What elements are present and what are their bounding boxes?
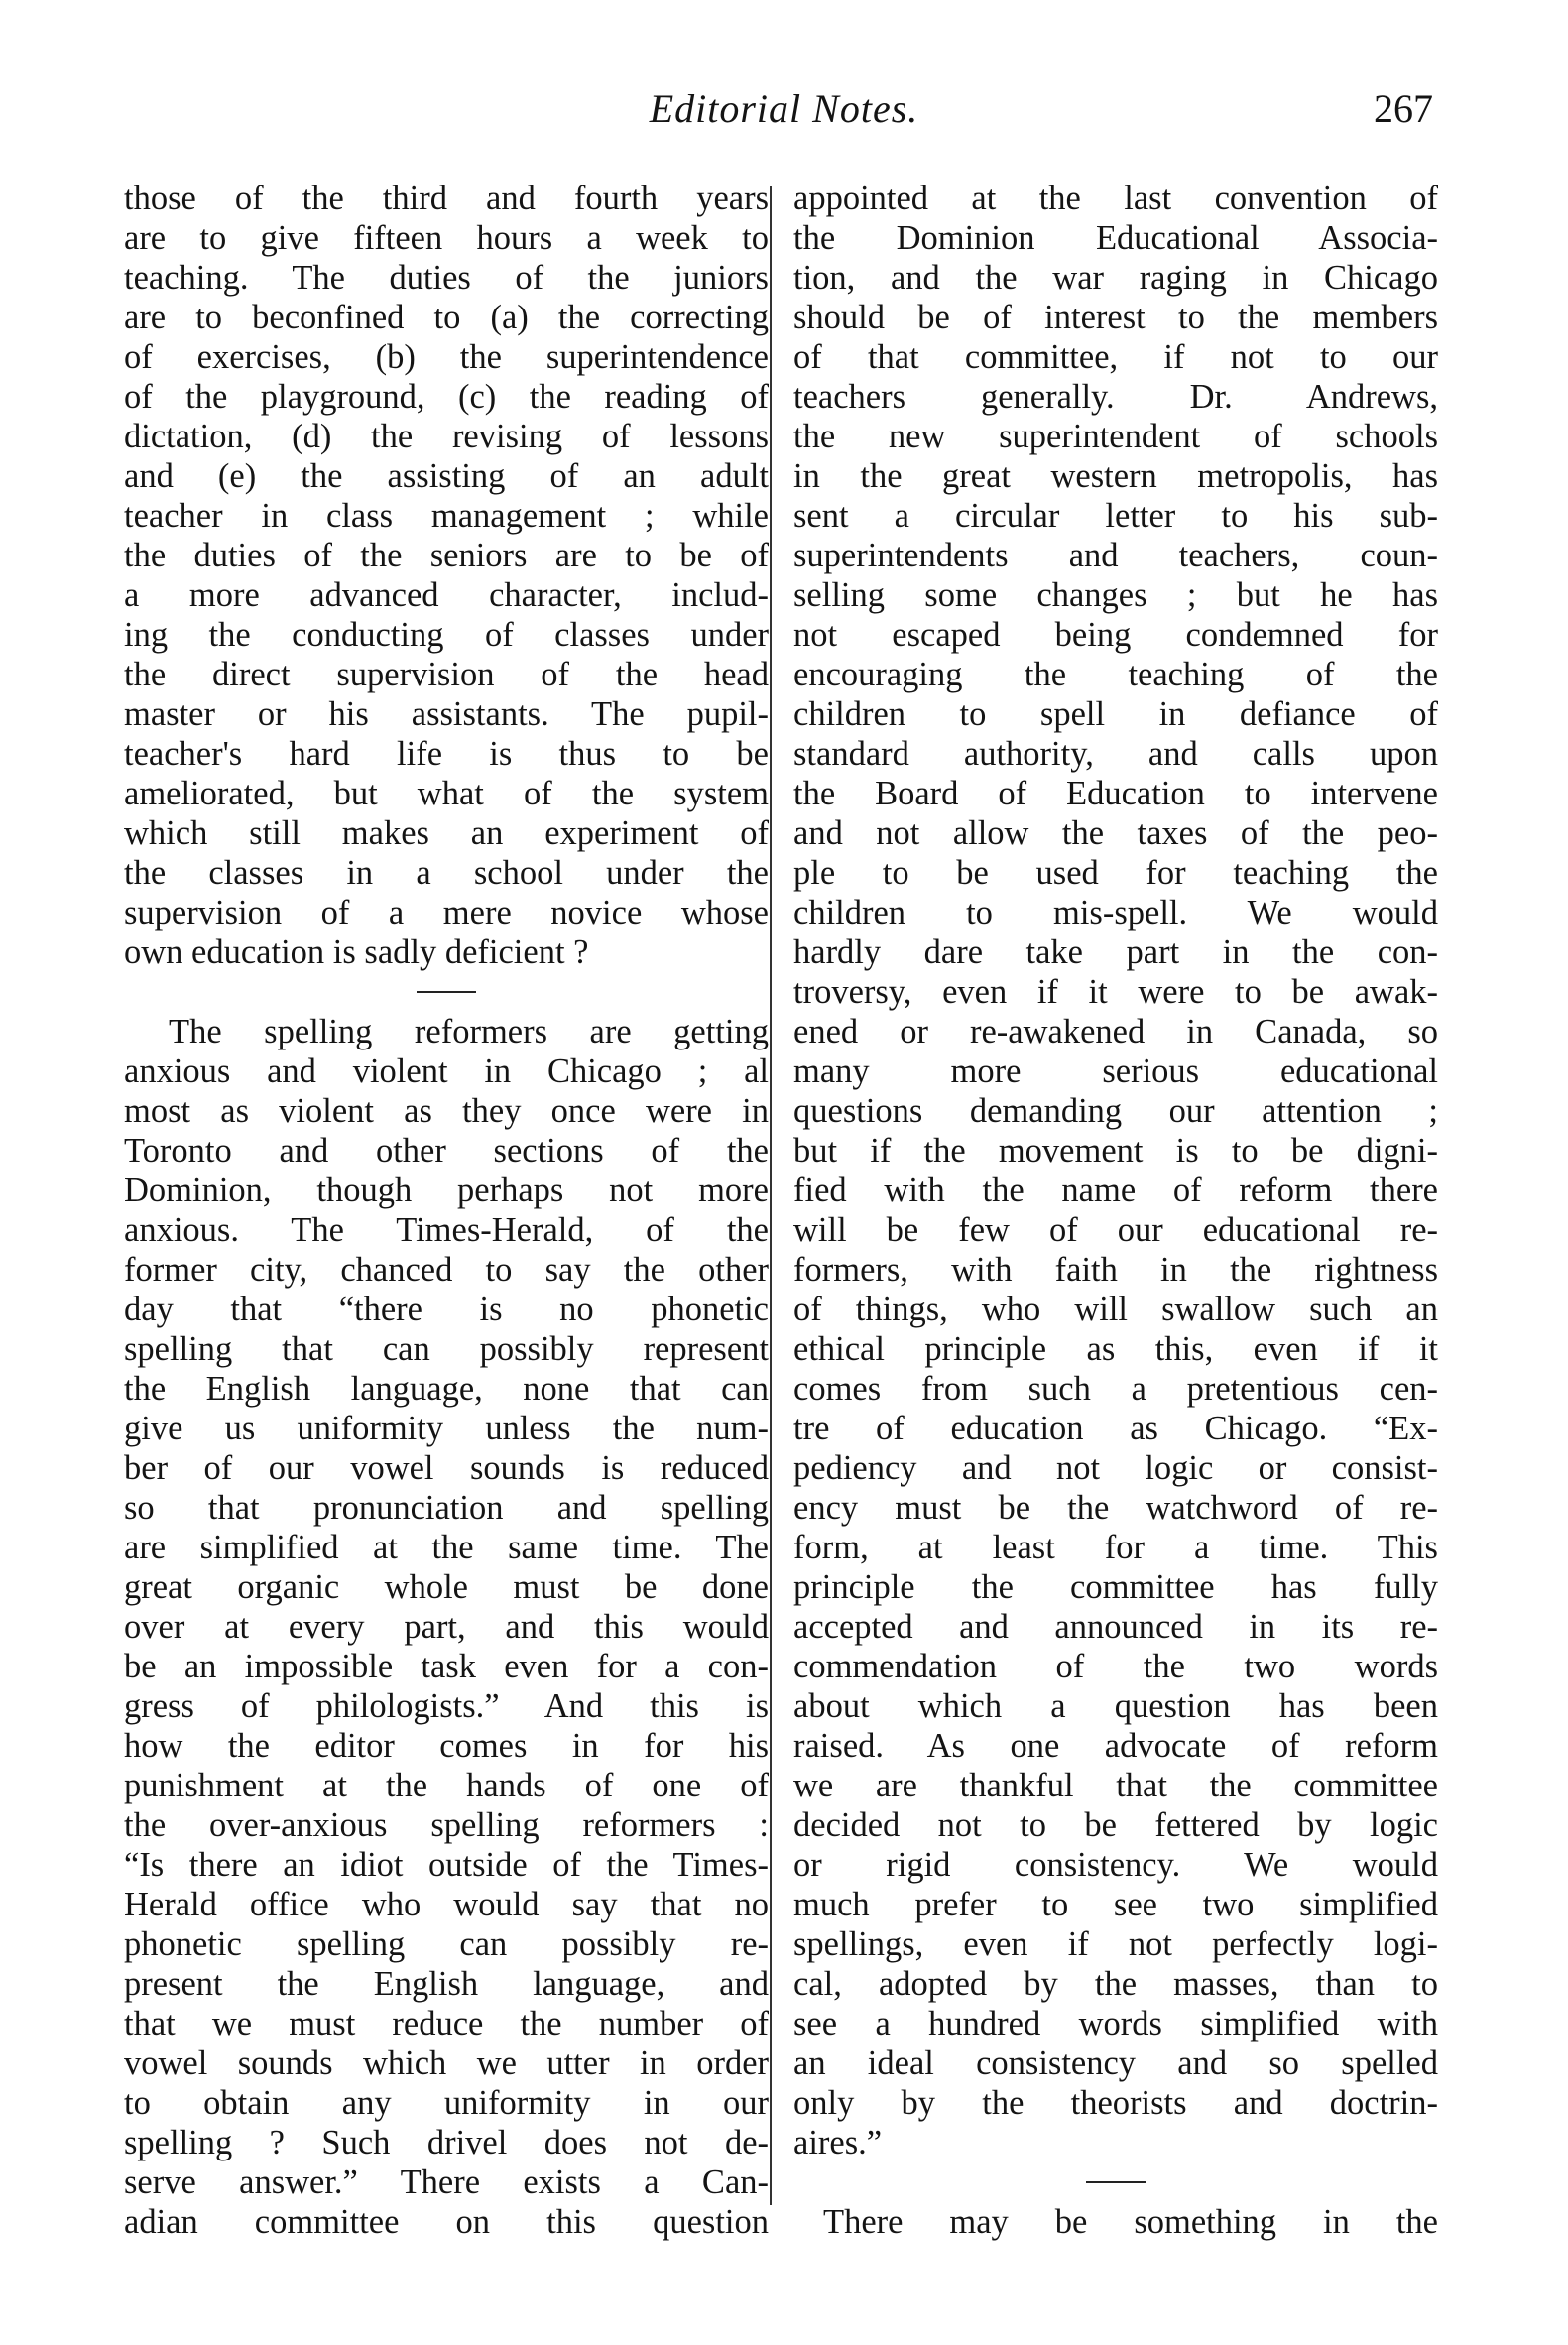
text-line: day that “there is no phonetic: [124, 1291, 769, 1328]
text-line: vowel sounds which we utter in order: [124, 2044, 769, 2082]
text-line: spellings, even if not perfectly logi-: [793, 1925, 1438, 1963]
text-line: standard authority, and calls upon: [793, 735, 1438, 773]
text-line: own education is sadly deficient ?: [124, 933, 589, 971]
text-line: many more serious educational: [793, 1052, 1438, 1090]
text-line: There may be something in the: [823, 2203, 1438, 2241]
text-line: principle the committee has fully: [793, 1568, 1438, 1606]
text-line: teacher's hard life is thus to be: [124, 735, 769, 773]
section-divider: [124, 972, 769, 1012]
running-head-title: Editorial Notes.: [649, 86, 919, 131]
text-line: commendation of the two words: [793, 1648, 1438, 1685]
text-line: will be few of our educational re-: [793, 1211, 1438, 1249]
text-line: how the editor comes in for his: [124, 1727, 769, 1765]
text-line: punishment at the hands of one of: [124, 1767, 769, 1804]
text-line: encouraging the teaching of the: [793, 656, 1438, 693]
section-divider: [793, 2162, 1438, 2202]
left-column: [124, 179, 769, 2242]
text-line: children to spell in defiance of: [793, 695, 1438, 733]
text-line: the over-anxious spelling reformers :: [124, 1806, 769, 1844]
text-line: ber of our vowel sounds is reduced: [124, 1449, 769, 1487]
text-line: of exercises, (b) the superintendence: [124, 338, 769, 376]
text-line: sent a circular letter to his sub-: [793, 497, 1438, 535]
right-column: [793, 179, 1438, 2242]
text-line: master or his assistants. The pupil-: [124, 695, 769, 733]
text-line: the English language, none that can: [124, 1370, 769, 1408]
left-paragraph-2: [124, 1012, 769, 2242]
text-line: comes from such a pretentious cen-: [793, 1370, 1438, 1408]
text-line: questions demanding our attention ;: [793, 1092, 1438, 1130]
text-line: be an impossible task even for a con-: [124, 1648, 769, 1685]
text-line: the classes in a school under the: [124, 854, 769, 892]
text-line: about which a question has been: [793, 1687, 1438, 1725]
text-line: fied with the name of reform there: [793, 1172, 1438, 1209]
text-line: of that committee, if not to our: [793, 338, 1438, 376]
text-line: and (e) the assisting of an adult: [124, 457, 769, 495]
text-line: teachers generally. Dr. Andrews,: [793, 378, 1438, 416]
page-number: 267: [1374, 86, 1433, 131]
text-line: selling some changes ; but he has: [793, 576, 1438, 614]
text-line: ple to be used for teaching the: [793, 854, 1438, 892]
text-line: the Board of Education to intervene: [793, 775, 1438, 812]
text-line: the duties of the seniors are to be of: [124, 537, 769, 574]
text-line: so that pronunciation and spelling: [124, 1489, 769, 1527]
text-line: most as violent as they once were in: [124, 1092, 769, 1130]
text-line: formers, with faith in the rightness: [793, 1251, 1438, 1289]
text-line: those of the third and fourth years: [124, 180, 769, 217]
text-line: anxious and violent in Chicago ; al: [124, 1052, 769, 1090]
text-line: children to mis-spell. We would: [793, 894, 1438, 931]
text-line: which still makes an experiment of: [124, 814, 769, 852]
text-line: the Dominion Educational Associa-: [793, 219, 1438, 257]
text-line: appointed at the last convention of: [793, 180, 1438, 217]
text-line: “Is there an idiot outside of the Times-: [124, 1846, 769, 1884]
text-line: over at every part, and this would: [124, 1608, 769, 1646]
text-line: supervision of a mere novice whose: [124, 894, 769, 931]
right-paragraph-2: [793, 2202, 1438, 2242]
text-line: the direct supervision of the head: [124, 656, 769, 693]
text-line: pediency and not logic or consist-: [793, 1449, 1438, 1487]
text-line: superintendents and teachers, coun-: [793, 537, 1438, 574]
text-line: teaching. The duties of the juniors: [124, 259, 769, 297]
text-line: hardly dare take part in the con-: [793, 933, 1438, 971]
left-paragraph-1: [124, 179, 769, 972]
text-line: dictation, (d) the revising of lessons: [124, 418, 769, 455]
text-line: only by the theorists and doctrin-: [793, 2084, 1438, 2122]
text-line: ency must be the watchword of re-: [793, 1489, 1438, 1527]
text-line: in the great western metropolis, has: [793, 457, 1438, 495]
text-line: Herald office who would say that no: [124, 1886, 769, 1923]
text-line: the new superintendent of schools: [793, 418, 1438, 455]
text-line: to obtain any uniformity in our: [124, 2084, 769, 2122]
text-line: tre of education as Chicago. “Ex-: [793, 1410, 1438, 1447]
text-line: an ideal consistency and so spelled: [793, 2044, 1438, 2082]
text-line: decided not to be fettered by logic: [793, 1806, 1438, 1844]
text-line: aires.”: [793, 2124, 883, 2161]
column-rule: [770, 186, 772, 2205]
text-line: Toronto and other sections of the: [124, 1132, 769, 1170]
text-line: accepted and announced in its re-: [793, 1608, 1438, 1646]
text-line: former city, chanced to say the other: [124, 1251, 769, 1289]
text-line: Dominion, though perhaps not more: [124, 1172, 769, 1209]
text-line: of the playground, (c) the reading of: [124, 378, 769, 416]
text-line: give us uniformity unless the num-: [124, 1410, 769, 1447]
text-line: we are thankful that the committee: [793, 1767, 1438, 1804]
text-line: tion, and the war raging in Chicago: [793, 259, 1438, 297]
text-line: of things, who will swallow such an: [793, 1291, 1438, 1328]
text-line: anxious. The Times-Herald, of the: [124, 1211, 769, 1249]
text-line: are simplified at the same time. The: [124, 1529, 769, 1566]
text-line: ethical principle as this, even if it: [793, 1330, 1438, 1368]
text-line: not escaped being condemned for: [793, 616, 1438, 654]
text-line: The spelling reformers are getting: [169, 1013, 769, 1050]
text-line: raised. As one advocate of reform: [793, 1727, 1438, 1765]
text-line: phonetic spelling can possibly re-: [124, 1925, 769, 1963]
text-line: form, at least for a time. This: [793, 1529, 1438, 1566]
text-line: gress of philologists.” And this is: [124, 1687, 769, 1725]
text-line: see a hundred words simplified with: [793, 2005, 1438, 2042]
text-line: or rigid consistency. We would: [793, 1846, 1438, 1884]
text-line: troversy, even if it were to be awak-: [793, 973, 1438, 1011]
right-paragraph-1: [793, 179, 1438, 2162]
text-line: spelling that can possibly represent: [124, 1330, 769, 1368]
text-line: are to beconfined to (a) the correcting: [124, 299, 769, 336]
text-line: cal, adopted by the masses, than to: [793, 1965, 1438, 2003]
text-line: spelling ? Such drivel does not de-: [124, 2124, 769, 2161]
text-line: present the English language, and: [124, 1965, 769, 2003]
text-line: and not allow the taxes of the peo-: [793, 814, 1438, 852]
text-line: are to give fifteen hours a week to: [124, 219, 769, 257]
text-line: ameliorated, but what of the system: [124, 775, 769, 812]
text-line: serve answer.” There exists a Can-: [124, 2163, 769, 2201]
text-line: ened or re-awakened in Canada, so: [793, 1013, 1438, 1050]
text-line: teacher in class management ; while: [124, 497, 769, 535]
text-line: but if the movement is to be digni-: [793, 1132, 1438, 1170]
text-line: ing the conducting of classes under: [124, 616, 769, 654]
text-line: great organic whole must be done: [124, 1568, 769, 1606]
text-line: much prefer to see two simplified: [793, 1886, 1438, 1923]
text-line: that we must reduce the number of: [124, 2005, 769, 2042]
text-line: adian committee on this question: [124, 2203, 769, 2241]
text-line: should be of interest to the members: [793, 299, 1438, 336]
text-line: a more advanced character, includ-: [124, 576, 769, 614]
